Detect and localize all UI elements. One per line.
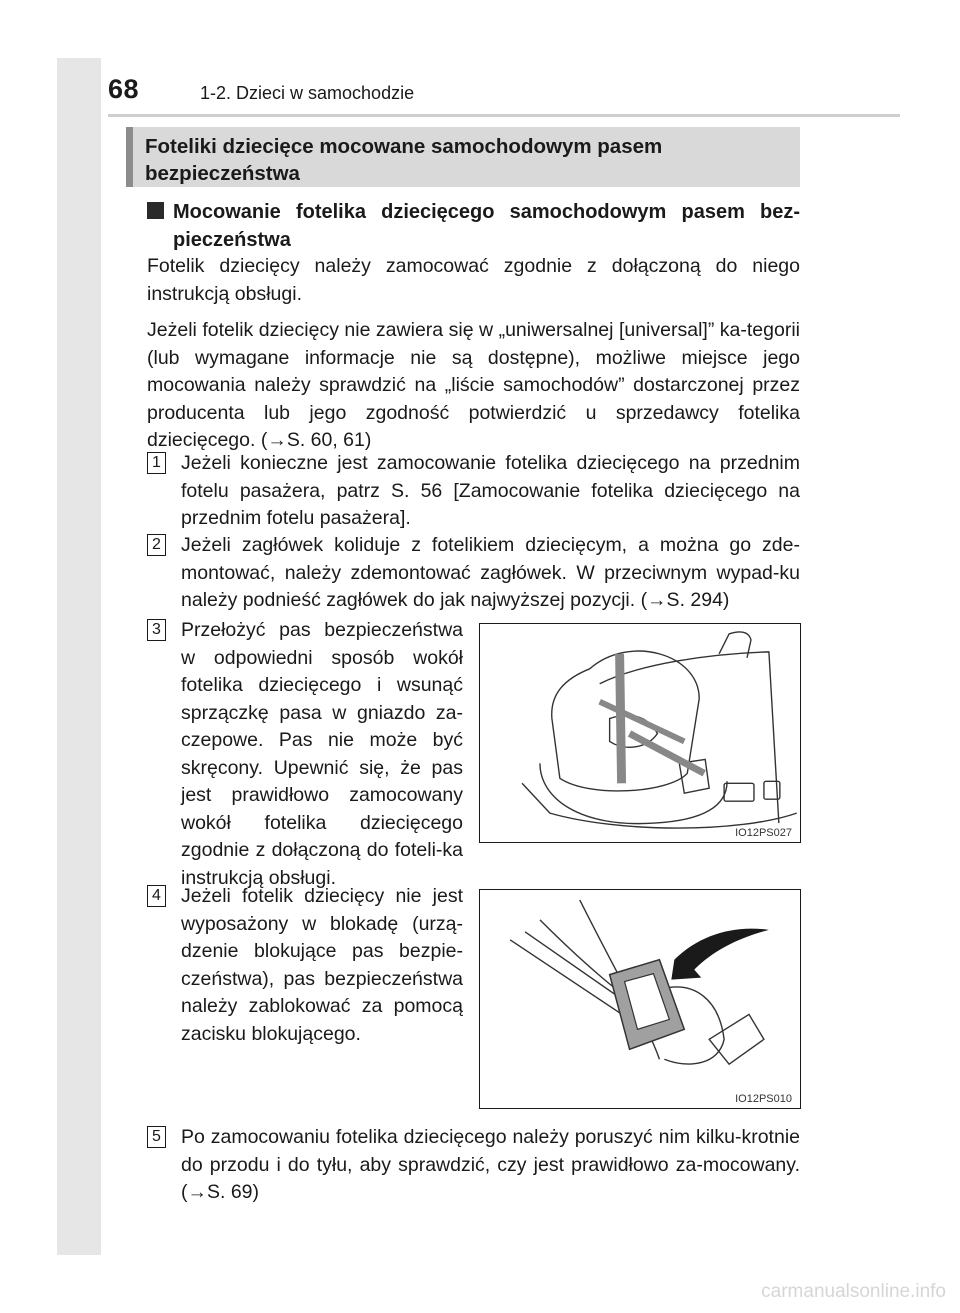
section-title-line1: Foteliki dziecięce mocowane samochodowym pasem — [145, 135, 663, 158]
figure-code: IO12PS027 — [735, 827, 792, 839]
step-number: 1 — [147, 452, 166, 474]
watermark: carmanualsonline.info — [761, 1281, 946, 1302]
step-number: 4 — [147, 885, 166, 907]
sub-heading-text: Mocowanie fotelika dziecięcego samochodowym pasem bez-pieczeństwa — [173, 201, 800, 251]
paragraph-1: Fotelik dziecięcy należy zamocować zgodnie z dołączoną do niego instrukcją obsługi. — [147, 255, 800, 305]
side-strip — [57, 58, 101, 1255]
child-seat-illustration — [480, 624, 799, 841]
section-title-box — [126, 127, 800, 187]
chapter-title: 1-2. Dzieci w samochodzie — [200, 83, 415, 103]
figure-child-seat-belt-routing — [479, 623, 801, 843]
step-text: Jeżeli zagłówek koliduje z fotelikiem dziecięcym, a można go zde-montować, należy zdemontować zagłówek. W przeciwnym wypad-ku należy podnieść zagłówek do jak najwyższej pozycji. (→S. 294) — [181, 534, 800, 611]
step-number: 5 — [147, 1126, 166, 1148]
page-number: 68 — [108, 74, 140, 104]
step-text: Jeżeli fotelik dziecięcy nie jest wyposażony w blokadę (urzą-dzenie blokujące pas bezpie-czeństwa), pas bezpieczeństwa należy zablokować za pomocą zacisku blokującego. — [181, 885, 463, 1045]
header-divider — [108, 114, 900, 117]
paragraph-2: Jeżeli fotelik dziecięcy nie zawiera się w „uniwersalnej [universal]” ka-tegorii (lub wymagane informacje nie są dostępne), możliwe miejsce jego mocowania należy sprawdzić na „liście samochodów” dostarczonej przez producenta lub jego zgodność potwierdzić u sprzedawcy fotelika dziecięcego. (→S. 60, 61) — [147, 319, 800, 451]
figure-code: IO12PS010 — [735, 1093, 792, 1105]
step-number: 3 — [147, 619, 166, 641]
step-number: 2 — [147, 534, 166, 556]
locking-clip-illustration — [480, 890, 799, 1107]
figure-locking-clip — [479, 889, 801, 1109]
square-bullet-icon — [147, 202, 164, 219]
step-text: Po zamocowaniu fotelika dziecięcego należy poruszyć nim kilku-krotnie do przodu i do tyłu, aby sprawdzić, czy jest prawidłowo za-mocowany. (→S. 69) — [181, 1126, 800, 1203]
section-title-line2: bezpieczeństwa — [145, 162, 300, 185]
step-text: Przełożyć pas bezpieczeństwa w odpowiedni sposób wokół fotelika dziecięcego i wsunąć sprzączkę pasa w gniazdo za-czepowe. Pas nie może być skręcony. Upewnić się, że pas jest prawidłowo zamocowany wokół fotelika dziecięcego zgodnie z dołączoną do foteli-ka instrukcją obsługi. — [181, 619, 463, 889]
sub-heading — [147, 198, 800, 254]
step-text: Jeżeli konieczne jest zamocowanie fotelika dziecięcego na przednim fotelu pasażera, patrz S. 56 [Zamocowanie fotelika dziecięcego na przednim fotelu pasażera]. — [181, 452, 800, 529]
